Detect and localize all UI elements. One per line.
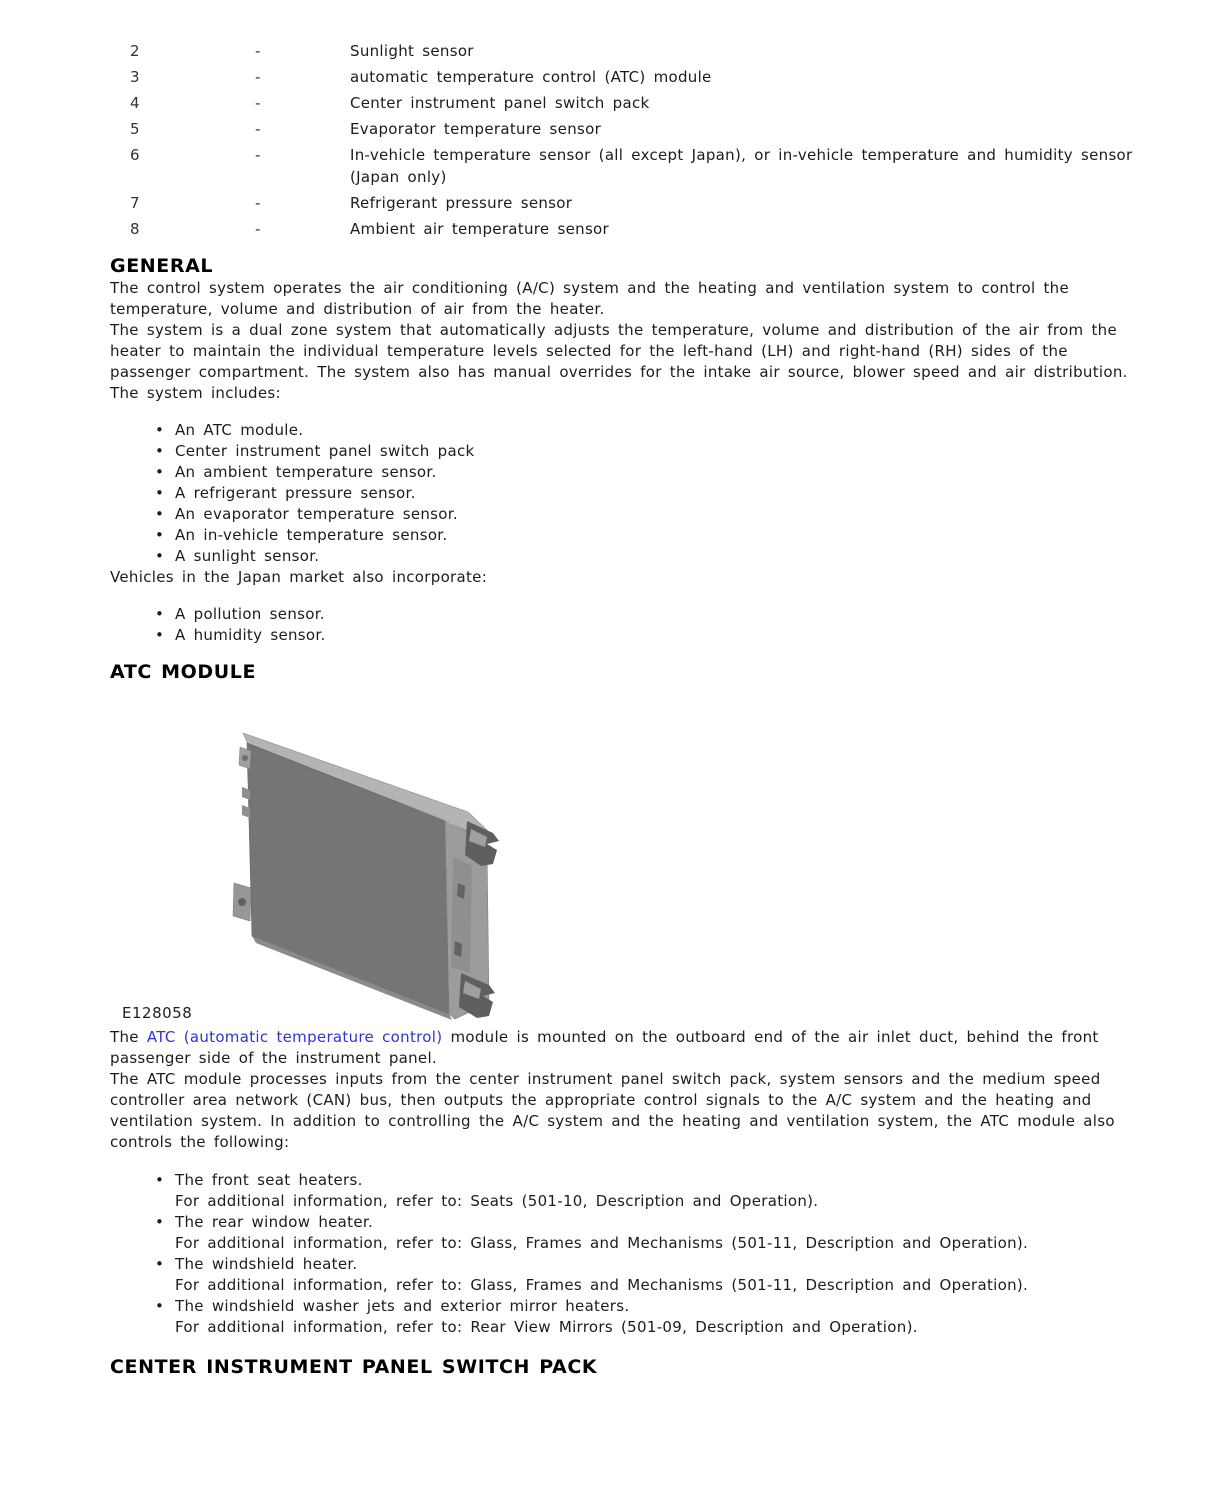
list-item-body (175, 1296, 1150, 1338)
feature-reference: For additional information, refer to: Glass, Frames and Mechanisms (501-11, Description and Operation). (175, 1234, 1029, 1252)
list-item-text: A humidity sensor. (175, 626, 326, 644)
list-item-text: Center instrument panel switch pack (175, 442, 475, 460)
japan-intro: Vehicles in the Japan market also incorporate: (110, 568, 488, 586)
component-legend (110, 40, 1150, 240)
feature-text: The windshield heater. (175, 1255, 358, 1273)
system-includes-list (110, 420, 1150, 567)
legend-label: Ambient air temperature sensor (350, 220, 610, 238)
bullet-icon: • (155, 1297, 165, 1315)
list-item-body (175, 1212, 1150, 1254)
legend-separator: - (255, 220, 261, 238)
feature-text: The rear window heater. (175, 1213, 374, 1231)
list-item (155, 1254, 1150, 1296)
legend-number: 2 (130, 42, 140, 60)
legend-row (130, 118, 1150, 140)
bullet-icon: • (155, 484, 165, 502)
list-item-text: An in-vehicle temperature sensor. (175, 526, 448, 544)
list-item (155, 604, 1150, 625)
center-instrument-panel-switch-pack-heading: CENTER INSTRUMENT PANEL SWITCH PACK (110, 1356, 598, 1378)
japan-list (110, 604, 1150, 646)
legend-label: Evaporator temperature sensor (350, 120, 602, 138)
feature-text: The windshield washer jets and exterior mirror heaters. (175, 1297, 630, 1315)
bullet-icon: • (155, 421, 165, 439)
atc-paragraph-2: The ATC module processes inputs from the center instrument panel switch pack, system sensors and the medium speed controller area network (CAN) bus, then outputs the appropriate control signals to the A/C system and the heating and ventilation system. In addition to controlling the A/C system and the heating and ventilation system, the ATC module also controls the following: (110, 1070, 1115, 1151)
list-item-body (175, 1254, 1150, 1296)
legend-separator: - (255, 194, 261, 212)
bullet-icon: • (155, 1213, 165, 1231)
list-item (155, 441, 1150, 462)
feature-reference: For additional information, refer to: Seats (501-10, Description and Operation). (175, 1192, 819, 1210)
legend-row (130, 40, 1150, 62)
atc-module-image (215, 717, 505, 1027)
bullet-icon: • (155, 442, 165, 460)
bullet-icon: • (155, 1171, 165, 1189)
atc-module-heading: ATC MODULE (110, 661, 257, 683)
legend-row (130, 218, 1150, 240)
legend-number: 5 (130, 120, 140, 138)
list-item (155, 1212, 1150, 1254)
list-item-text: A refrigerant pressure sensor. (175, 484, 416, 502)
legend-label: Sunlight sensor (350, 42, 474, 60)
legend-number: 8 (130, 220, 140, 238)
atc-controls-list (110, 1170, 1150, 1338)
legend-label: Refrigerant pressure sensor (350, 194, 573, 212)
bullet-icon: • (155, 605, 165, 623)
list-item (155, 504, 1150, 525)
bullet-icon: • (155, 463, 165, 481)
feature-reference: For additional information, refer to: Glass, Frames and Mechanisms (501-11, Description and Operation). (175, 1276, 1029, 1294)
list-item (155, 546, 1150, 567)
list-item (155, 625, 1150, 646)
general-paragraph-2: The system is a dual zone system that automatically adjusts the temperature, volume and distribution of the air from the heater to maintain the individual temperature levels selected for the left-hand (LH) and right-hand (RH) sides of the passenger compartment. The system also has manual overrides for the intake air source, blower speed and air distribution. The system includes: (110, 321, 1128, 402)
legend-separator: - (255, 94, 261, 112)
feature-reference: For additional information, refer to: Rear View Mirrors (501-09, Description and Operation). (175, 1318, 918, 1336)
legend-number: 4 (130, 94, 140, 112)
list-item-text: A sunlight sensor. (175, 547, 320, 565)
legend-number: 7 (130, 194, 140, 212)
legend-label: Center instrument panel switch pack (350, 94, 650, 112)
atc-link[interactable]: ATC (automatic temperature control) (146, 1028, 443, 1046)
legend-separator: - (255, 120, 261, 138)
legend-number: 3 (130, 68, 140, 86)
bullet-icon: • (155, 526, 165, 544)
legend-row (130, 92, 1150, 114)
list-item-text: An ATC module. (175, 421, 304, 439)
list-item (155, 420, 1150, 441)
feature-text: The front seat heaters. (175, 1171, 363, 1189)
legend-separator: - (255, 42, 261, 60)
list-item (155, 462, 1150, 483)
atc-paragraph-1-pre: The (110, 1028, 147, 1046)
legend-label: In-vehicle temperature sensor (all except Japan), or in-vehicle temperature and humidity sensor (Japan only) (350, 146, 1133, 186)
list-item-text: An evaporator temperature sensor. (175, 505, 458, 523)
list-item-body (175, 1170, 1150, 1212)
figure-label: E128058 (122, 1004, 193, 1022)
legend-label: automatic temperature control (ATC) module (350, 68, 712, 86)
legend-row (130, 144, 1150, 188)
atc-paragraph-1 (110, 1027, 1150, 1069)
list-item (155, 1170, 1150, 1212)
legend-separator: - (255, 68, 261, 86)
list-item-text: A pollution sensor. (175, 605, 325, 623)
bullet-icon: • (155, 547, 165, 565)
list-item-text: An ambient temperature sensor. (175, 463, 437, 481)
atc-paragraph-1-post: module is mounted on the outboard end of the air inlet duct, behind the front passenger side of the instrument panel. (110, 1028, 1099, 1067)
legend-row (130, 192, 1150, 214)
general-heading: GENERAL (110, 255, 214, 277)
bullet-icon: • (155, 1255, 165, 1273)
legend-number: 6 (130, 146, 140, 164)
legend-separator: - (255, 146, 261, 164)
general-paragraph-1: The control system operates the air conditioning (A/C) system and the heating and ventilation system to control the temperature, volume and distribution of air from the heater. (110, 279, 1070, 318)
bullet-icon: • (155, 626, 165, 644)
list-item (155, 525, 1150, 546)
atc-module-figure (110, 717, 1150, 1027)
list-item (155, 483, 1150, 504)
bullet-icon: • (155, 505, 165, 523)
legend-row (130, 66, 1150, 88)
list-item (155, 1296, 1150, 1338)
